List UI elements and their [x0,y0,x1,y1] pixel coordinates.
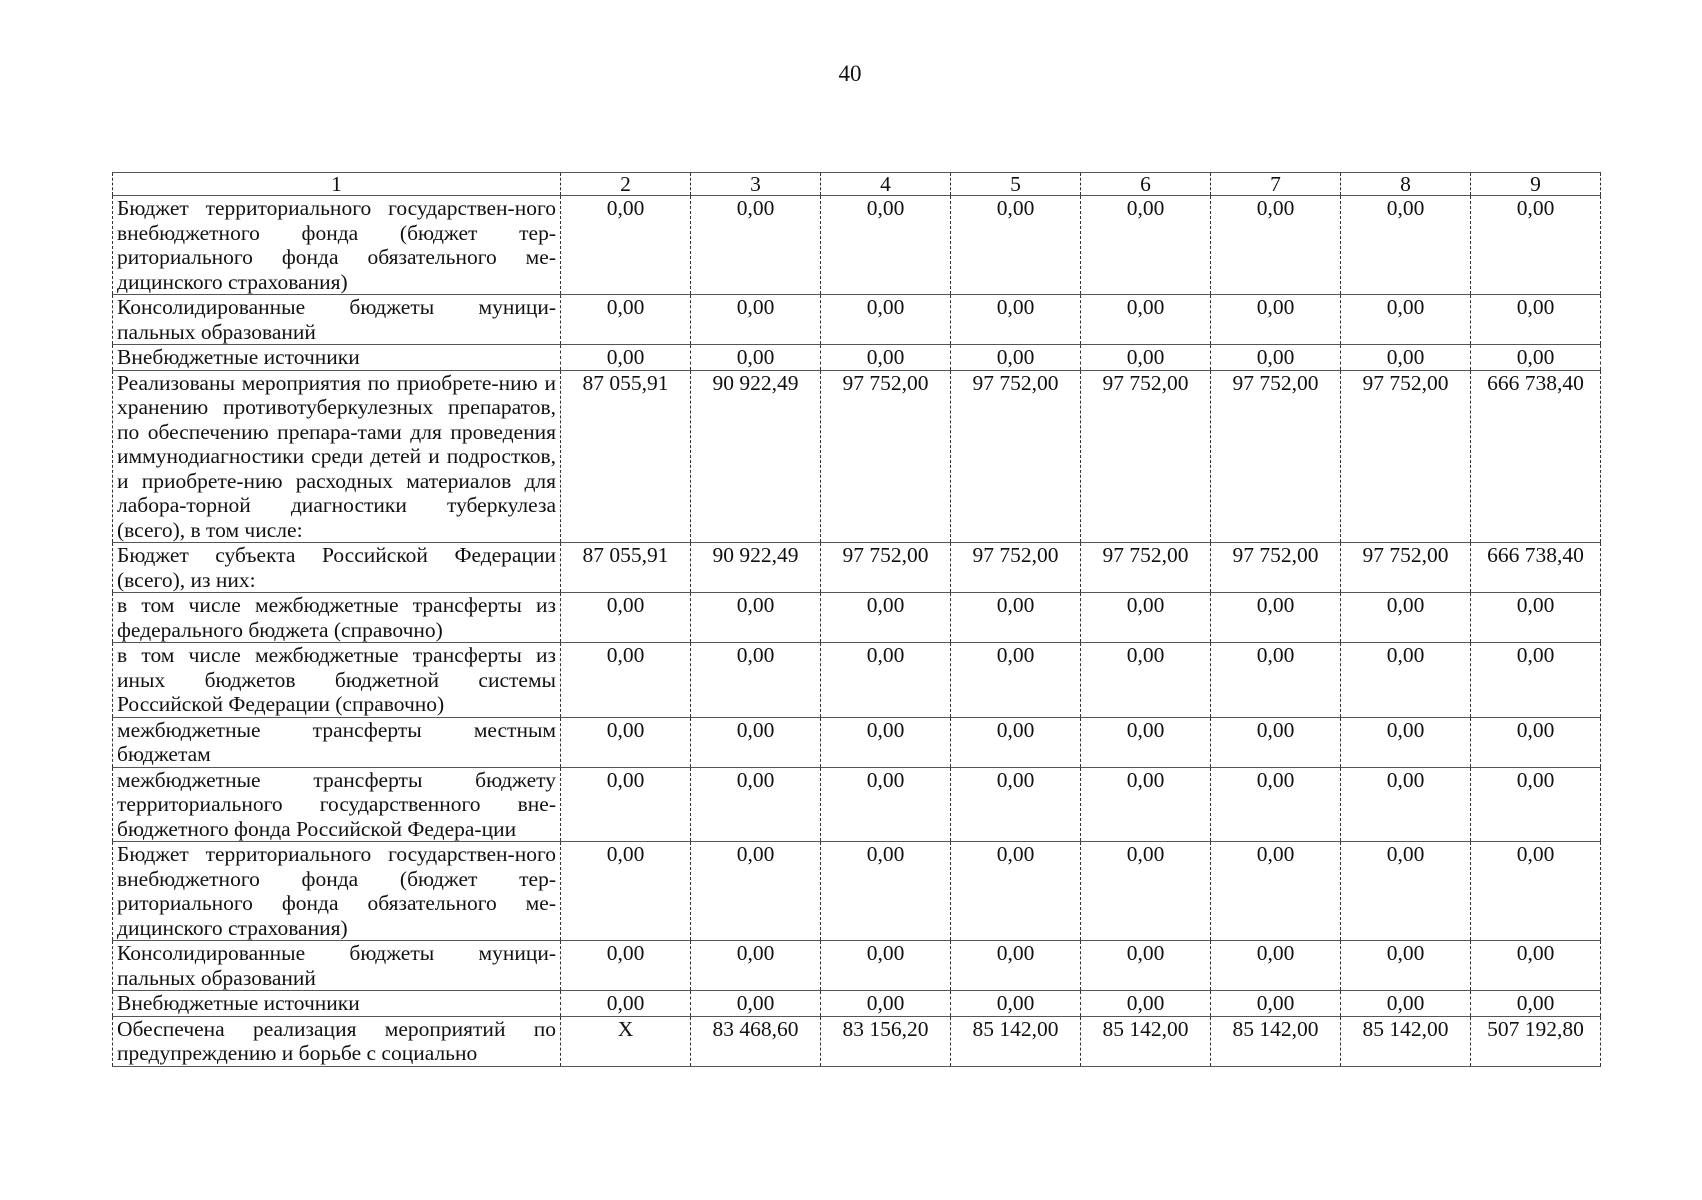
cell-value: 0,00 [691,991,821,1017]
row-label: Бюджет территориального государствен-ного внебюджетного фонда (бюджет тер-риториального фонда обязательного ме-дицинского страхования) [113,196,561,295]
cell-value: 0,00 [951,295,1081,345]
cell-value: 85 142,00 [1211,1016,1341,1066]
cell-value: 0,00 [561,196,691,295]
cell-value: 0,00 [691,593,821,643]
row-label: Бюджет территориального государствен-ного внебюджетного фонда (бюджет тер-риториального фонда обязательного ме-дицинского страхования) [113,842,561,941]
cell-value: 0,00 [1211,717,1341,767]
cell-value: 0,00 [951,717,1081,767]
cell-value: 0,00 [951,643,1081,718]
row-label: Внебюджетные источники [113,991,561,1017]
cell-value: 0,00 [1341,991,1471,1017]
cell-value: 0,00 [1081,842,1211,941]
cell-value: 0,00 [1471,345,1601,371]
row-label: Консолидированные бюджеты муници-пальных образований [113,295,561,345]
cell-value: 0,00 [1341,593,1471,643]
cell-value: 0,00 [1081,593,1211,643]
table-row [113,767,1601,842]
cell-value: 666 738,40 [1471,543,1601,593]
cell-value: 0,00 [1341,295,1471,345]
table-row [113,295,1601,345]
table-row [113,941,1601,991]
page-number: 40 [838,61,862,86]
cell-value: 97 752,00 [821,370,951,543]
table-row [113,842,1601,941]
cell-value: 0,00 [1341,196,1471,295]
cell-value: 0,00 [1341,345,1471,371]
cell-value: 0,00 [1211,991,1341,1017]
cell-value: 0,00 [1341,941,1471,991]
cell-value: 85 142,00 [1341,1016,1471,1066]
cell-value: 0,00 [1341,717,1471,767]
row-label: Обеспечена реализация мероприятий по предупреждению и борьбе с социально [113,1016,561,1066]
cell-value: 90 922,49 [691,370,821,543]
cell-value: 0,00 [821,991,951,1017]
cell-value: X [561,1016,691,1066]
cell-value: 0,00 [821,295,951,345]
cell-value: 0,00 [951,345,1081,371]
cell-value: 0,00 [1081,717,1211,767]
cell-value: 0,00 [1211,842,1341,941]
cell-value: 0,00 [1471,767,1601,842]
row-label: межбюджетные трансферты бюджету территориального государственного вне-бюджетного фонда Российской Федера-ции [113,767,561,842]
cell-value: 666 738,40 [1471,370,1601,543]
cell-value: 0,00 [951,593,1081,643]
cell-value: 0,00 [1081,991,1211,1017]
cell-value: 0,00 [1211,593,1341,643]
cell-value: 0,00 [821,717,951,767]
cell-value: 0,00 [821,767,951,842]
cell-value: 0,00 [1081,345,1211,371]
cell-value: 97 752,00 [1211,370,1341,543]
row-label: межбюджетные трансферты местным бюджетам [113,717,561,767]
column-header-3: 3 [691,173,821,196]
cell-value: 0,00 [821,345,951,371]
cell-value: 0,00 [1341,767,1471,842]
cell-value: 507 192,80 [1471,1016,1601,1066]
cell-value: 0,00 [691,767,821,842]
cell-value: 0,00 [1081,767,1211,842]
column-header-8: 8 [1341,173,1471,196]
table-row [113,370,1601,543]
table-row [113,196,1601,295]
cell-value: 0,00 [821,643,951,718]
cell-value: 0,00 [951,196,1081,295]
cell-value: 0,00 [561,991,691,1017]
cell-value: 0,00 [1471,941,1601,991]
column-header-2: 2 [561,173,691,196]
cell-value: 0,00 [951,842,1081,941]
table-row [113,543,1601,593]
cell-value: 0,00 [1211,345,1341,371]
cell-value: 0,00 [951,941,1081,991]
cell-value: 87 055,91 [561,370,691,543]
column-header-9: 9 [1471,173,1601,196]
row-label: Консолидированные бюджеты муници-пальных образований [113,941,561,991]
cell-value: 97 752,00 [1341,370,1471,543]
cell-value: 0,00 [1471,717,1601,767]
row-label: Реализованы мероприятия по приобрете-нию и хранению противотуберкулезных препаратов, по обеспечению препара-тами для проведения иммунодиагностики среди детей и подростков, и приобрете-нию расходных материалов для лабора-торной диагностики туберкулеза (всего), в том числе: [113,370,561,543]
column-header-5: 5 [951,173,1081,196]
table-row [113,991,1601,1017]
cell-value: 0,00 [1081,643,1211,718]
cell-value: 0,00 [951,767,1081,842]
cell-value: 0,00 [691,295,821,345]
cell-value: 97 752,00 [1341,543,1471,593]
cell-value: 83 156,20 [821,1016,951,1066]
cell-value: 0,00 [1211,767,1341,842]
table-body [113,173,1601,1067]
row-label: Бюджет субъекта Российской Федерации (всего), из них: [113,543,561,593]
cell-value: 87 055,91 [561,543,691,593]
cell-value: 0,00 [691,842,821,941]
header-row [113,173,1601,196]
cell-value: 0,00 [561,842,691,941]
cell-value: 0,00 [1211,295,1341,345]
row-label: в том числе межбюджетные трансферты из федерального бюджета (справочно) [113,593,561,643]
table-row [113,1016,1601,1066]
cell-value: 0,00 [561,717,691,767]
column-header-7: 7 [1211,173,1341,196]
column-header-4: 4 [821,173,951,196]
cell-value: 0,00 [1471,196,1601,295]
cell-value: 0,00 [561,345,691,371]
cell-value: 0,00 [1211,941,1341,991]
cell-value: 97 752,00 [1211,543,1341,593]
cell-value: 0,00 [561,767,691,842]
cell-value: 0,00 [821,941,951,991]
cell-value: 0,00 [821,842,951,941]
cell-value: 85 142,00 [1081,1016,1211,1066]
cell-value: 0,00 [1471,295,1601,345]
cell-value: 0,00 [821,196,951,295]
cell-value: 0,00 [561,941,691,991]
cell-value: 97 752,00 [821,543,951,593]
cell-value: 0,00 [1211,643,1341,718]
cell-value: 83 468,60 [691,1016,821,1066]
cell-value: 0,00 [1211,196,1341,295]
cell-value: 0,00 [1471,643,1601,718]
budget-table [112,172,1601,1067]
cell-value: 0,00 [1081,295,1211,345]
table-row [113,593,1601,643]
column-header-6: 6 [1081,173,1211,196]
cell-value: 0,00 [1081,941,1211,991]
cell-value: 0,00 [691,196,821,295]
cell-value: 0,00 [1081,196,1211,295]
cell-value: 0,00 [1471,593,1601,643]
cell-value: 97 752,00 [951,370,1081,543]
column-header-1: 1 [113,173,561,196]
cell-value: 0,00 [691,941,821,991]
row-label: в том числе межбюджетные трансферты из иных бюджетов бюджетной системы Российской Федерации (справочно) [113,643,561,718]
table-row [113,717,1601,767]
cell-value: 0,00 [691,345,821,371]
cell-value: 97 752,00 [951,543,1081,593]
cell-value: 0,00 [691,643,821,718]
cell-value: 0,00 [951,991,1081,1017]
table-row [113,643,1601,718]
cell-value: 0,00 [1341,842,1471,941]
cell-value: 0,00 [561,593,691,643]
table-row [113,345,1601,371]
cell-value: 0,00 [1341,643,1471,718]
cell-value: 97 752,00 [1081,370,1211,543]
cell-value: 0,00 [561,643,691,718]
cell-value: 0,00 [821,593,951,643]
cell-value: 0,00 [691,717,821,767]
row-label: Внебюджетные источники [113,345,561,371]
cell-value: 85 142,00 [951,1016,1081,1066]
cell-value: 0,00 [1471,842,1601,941]
cell-value: 0,00 [1471,991,1601,1017]
cell-value: 0,00 [561,295,691,345]
cell-value: 97 752,00 [1081,543,1211,593]
cell-value: 90 922,49 [691,543,821,593]
